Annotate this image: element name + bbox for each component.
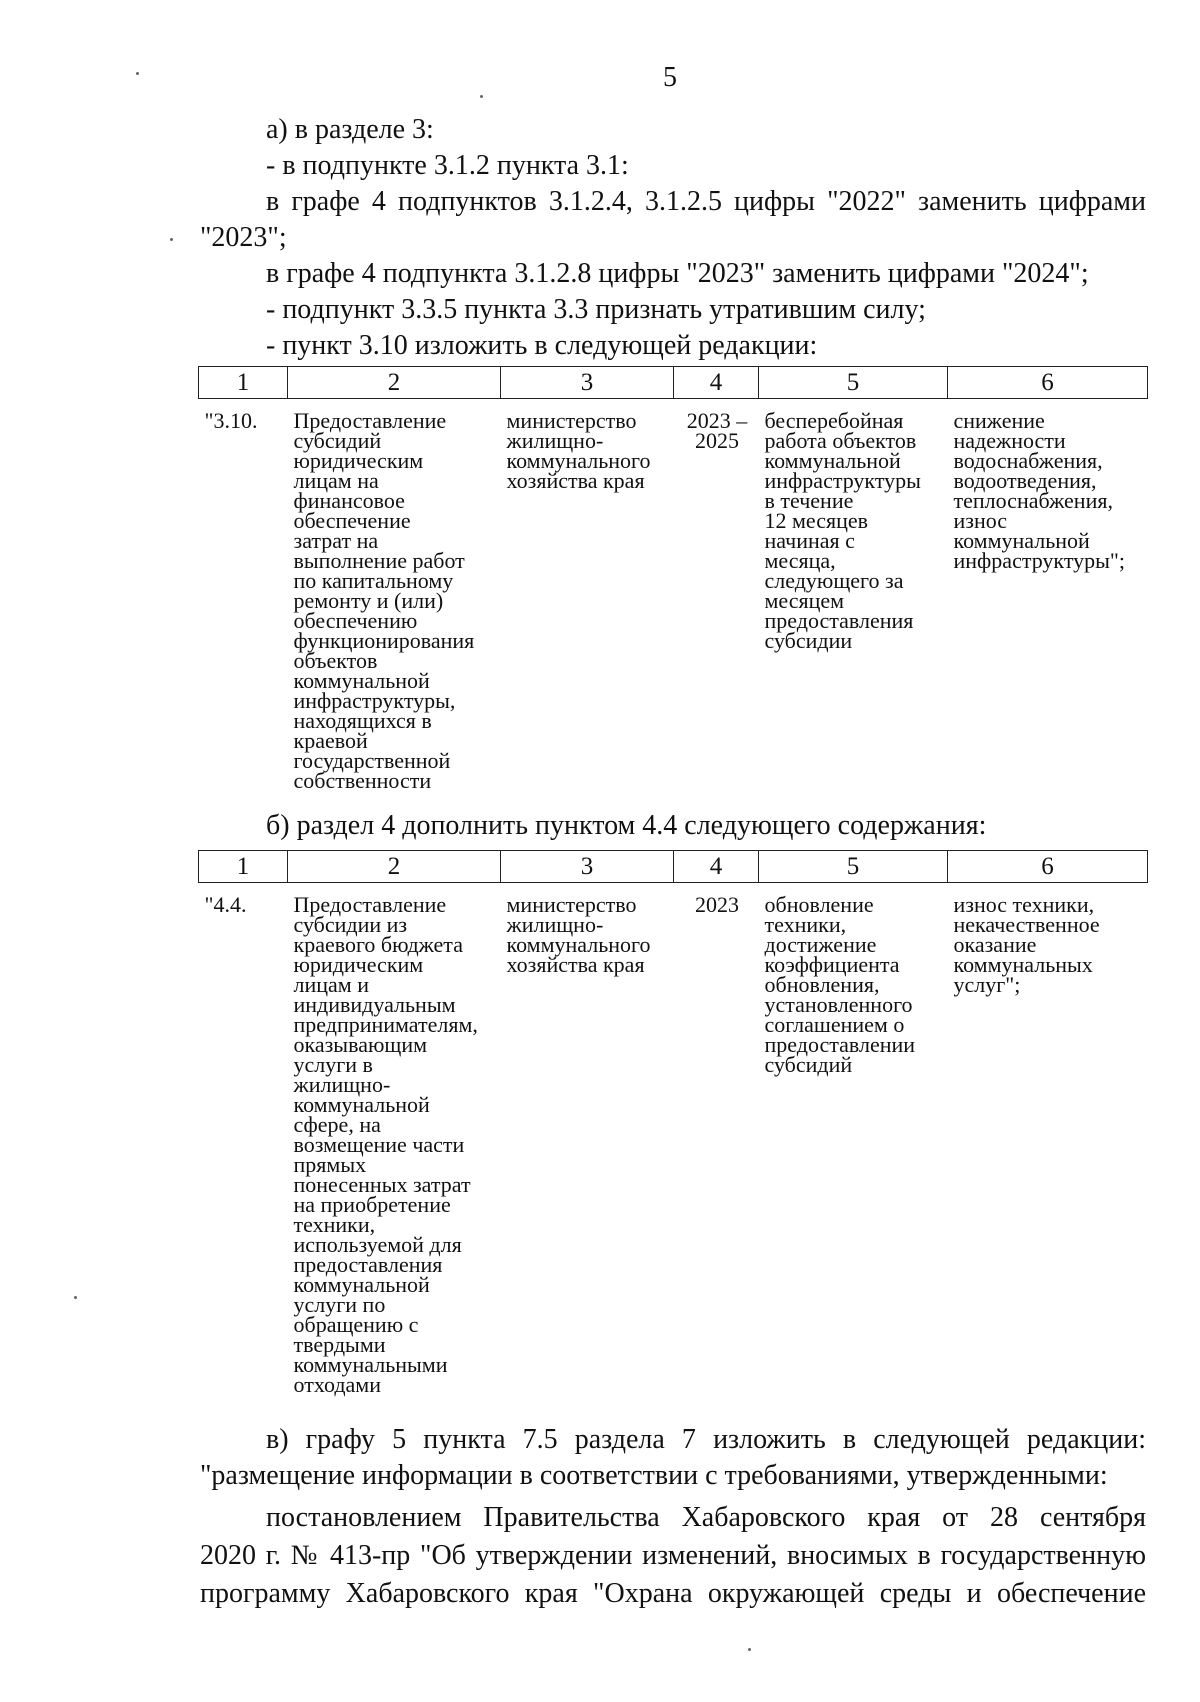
section-c-line4: 2020 г. № 413-пр "Об утверждении изменений, вносимых в государственную bbox=[200, 1540, 1146, 1571]
section-a-line2: в графе 4 подпункта 3.1.2.8 цифры "2023" заменить цифрами "2024"; bbox=[266, 258, 1089, 289]
page-number: 5 bbox=[663, 62, 677, 93]
table-header-row bbox=[199, 851, 1148, 883]
section-a-line1-end: "2023"; bbox=[200, 222, 287, 253]
section-c-line3: постановлением Правительства Хабаровского края от 28 сентября bbox=[266, 1502, 1146, 1533]
column-header: 4 bbox=[674, 367, 759, 399]
column-header: 3 bbox=[501, 367, 674, 399]
column-header: 6 bbox=[948, 367, 1148, 399]
scan-speck bbox=[136, 72, 139, 75]
column-header: 1 bbox=[199, 367, 288, 399]
amendment-table-4-4 bbox=[198, 850, 1148, 1395]
item-period: 2023 bbox=[695, 892, 739, 917]
scan-speck bbox=[480, 95, 483, 98]
column-header: 5 bbox=[759, 367, 948, 399]
item-executor: министерство жилищно- коммунального хозяйства края bbox=[506, 892, 651, 977]
section-a-line4: - пункт 3.10 изложить в следующей редакции: bbox=[266, 330, 818, 361]
column-header: 4 bbox=[674, 851, 759, 883]
table-row bbox=[199, 883, 1148, 1396]
column-header: 2 bbox=[288, 851, 501, 883]
section-a-line1: в графе 4 подпунктов 3.1.2.4, 3.1.2.5 цифры "2022" заменить цифрами bbox=[266, 186, 1146, 217]
column-header: 5 bbox=[759, 851, 948, 883]
table-row bbox=[199, 399, 1148, 792]
section-c-line2: "размещение информации в соответствии с требованиями, утвержденными: bbox=[200, 1460, 1108, 1491]
item-result: обновление техники, достижение коэффициента обновления, установленного соглашением о предоставлении субсидий bbox=[764, 892, 916, 1077]
item-executor: министерство жилищно- коммунального хозяйства края bbox=[506, 408, 651, 493]
column-header: 1 bbox=[199, 851, 288, 883]
column-header: 2 bbox=[288, 367, 501, 399]
section-c-line5: программу Хабаровского края "Охрана окружающей среды и обеспечение bbox=[200, 1578, 1146, 1609]
column-header: 6 bbox=[948, 851, 1148, 883]
section-c-line1: в) графу 5 пункта 7.5 раздела 7 изложить в следующей редакции: bbox=[266, 1424, 1146, 1455]
item-number: "4.4. bbox=[204, 892, 247, 917]
item-consequence: износ техники, некачественное оказание коммунальных услуг"; bbox=[953, 892, 1100, 997]
scan-speck bbox=[74, 1296, 77, 1299]
amendment-table-3-10 bbox=[198, 366, 1148, 791]
table-header-row bbox=[199, 367, 1148, 399]
section-a-subitem: - в подпункте 3.1.2 пункта 3.1: bbox=[266, 150, 629, 181]
scan-speck bbox=[748, 1648, 751, 1651]
item-result: бесперебойная работа объектов коммунальной инфраструктуры в течение 12 месяцев начиная с месяца, следующего за месяцем предоставления субсидии bbox=[764, 408, 921, 653]
item-name: Предоставление субсидии из краевого бюджета юридическим лицам и индивидуальным предпринимателям, оказывающим услуги в жилищно- коммунальной сфере, на возмещение части прямых понесенных затрат на приобретение техники, используемой для предоставления коммунальной услуги по обращению с твердыми коммунальными отходами bbox=[293, 892, 478, 1397]
scan-speck bbox=[170, 238, 173, 241]
item-consequence: снижение надежности водоснабжения, водоотведения, теплоснабжения, износ коммунальной инфраструктуры"; bbox=[953, 408, 1126, 573]
section-b-intro: б) раздел 4 дополнить пунктом 4.4 следующего содержания: bbox=[266, 810, 987, 841]
item-number: "3.10. bbox=[204, 408, 258, 433]
section-a-line3: - подпункт 3.3.5 пункта 3.3 признать утратившим силу; bbox=[266, 294, 926, 325]
section-a-intro: а) в разделе 3: bbox=[266, 114, 434, 145]
item-name: Предоставление субсидий юридическим лицам на финансовое обеспечение затрат на выполнение работ по капитальному ремонту и (или) обеспечению функционирования объектов коммунальной инфраструктуры, находящихся в краевой государственной собственности bbox=[293, 408, 475, 793]
column-header: 3 bbox=[501, 851, 674, 883]
item-period: 2023 – 2025 bbox=[686, 408, 748, 453]
